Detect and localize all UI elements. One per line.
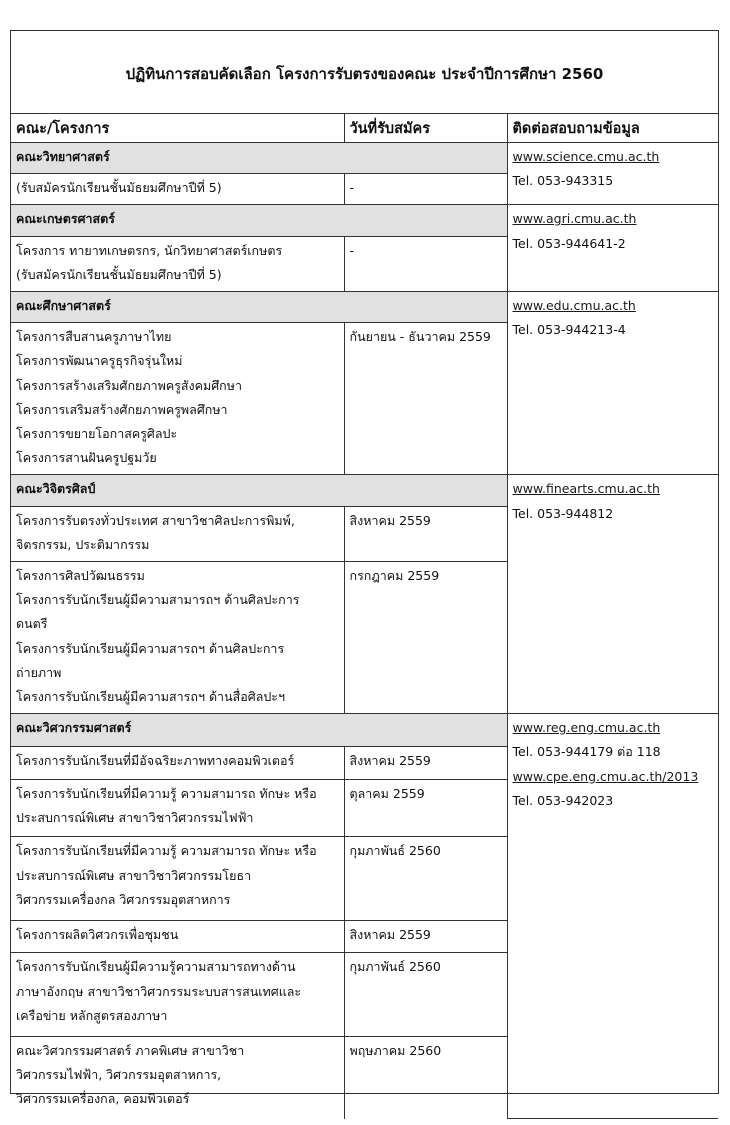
faculty-name: คณะวิทยาศาสตร์ [11,143,507,174]
finearts-website-link[interactable]: www.finearts.cmu.ac.th [512,481,660,497]
header-contact: ติดต่อสอบถามข้อมูล [507,114,718,143]
header-date: วันที่รับสมัคร [344,114,507,143]
project-date: - [344,236,507,291]
project-line: ประสบการณ์พิเศษ สาขาวิชาวิศวกรรมโยธา [16,867,252,883]
project-name [11,837,344,920]
admission-calendar [10,30,719,1106]
project-date: สิงหาคม 2559 [344,920,507,953]
science-tel: Tel. 053-943315 [512,173,614,189]
project-name: (รับสมัครนักเรียนชั้นมัธยมศึกษาปีที่ 5) [11,174,344,205]
contact-cell [507,205,718,292]
faculty-name: คณะเกษตรศาสตร์ [11,205,507,236]
project-line: โครงการสานฝันครูปฐมวัย [16,450,157,466]
science-website-link[interactable]: www.science.cmu.ac.th [512,149,660,164]
project-line: (รับสมัครนักเรียนชั้นมัธยมศึกษาปีที่ 5) [16,266,222,282]
project-line: ถ่ายภาพ [16,664,62,680]
project-line: โครงการสร้างเสริมศักยภาพครูสังคมศึกษา [16,377,243,393]
project-date: สิงหาคม 2559 [344,746,507,779]
project-line: โครงการรับนักเรียนที่มีความรู้ ความสามารถ ทักษะ หรือ [16,843,317,859]
faculty-name: คณะวิจิตรศิลป์ [11,475,507,506]
faculty-row-edu [11,292,718,323]
eng-cpe-tel: Tel. 053-942023 [512,792,614,808]
project-name: โครงการรับนักเรียนที่มีอัจฉริยะภาพทางคอมพิวเตอร์ [11,746,344,779]
project-name [11,236,344,291]
project-line: เครือข่าย หลักสูตรสองภาษา [16,1007,168,1023]
project-line: โครงการขยายโอกาสครูศิลปะ [16,426,178,442]
contact-cell [507,475,718,714]
project-name [11,323,344,475]
project-line: วิศวกรรมเครื่องกล วิศวกรรมอุตสาหการ [16,891,231,907]
project-line: โครงการรับนักเรียนผู้มีความรู้ความสามารถทางด้าน [16,959,296,975]
project-date: กรกฎาคม 2559 [344,562,507,714]
project-line: จิตรกรรม, ประติมากรรม [16,536,150,552]
faculty-row-science [11,143,718,174]
project-line: วิศวกรรมไฟฟ้า, วิศวกรรมอุตสาหการ, [16,1066,222,1082]
project-date: - [344,174,507,205]
project-line: โครงการรับนักเรียนผู้มีความสารถฯ ด้านสื่อศิลปะฯ [16,689,286,705]
project-line: โครงการรับนักเรียนที่มีความรู้ ความสามารถ ทักษะ หรือ [16,785,317,801]
contact-cell [507,143,718,205]
faculty-name: คณะวิศวกรรมศาสตร์ [11,714,507,747]
finearts-tel: Tel. 053-944812 [512,505,614,521]
project-line: วิศวกรรมเครื่องกล, คอมพิวเตอร์ [16,1090,190,1106]
eng-reg-tel: Tel. 053-944179 ต่อ 118 [512,744,661,760]
project-date: สิงหาคม 2559 [344,506,507,561]
faculty-row-finearts [11,475,718,506]
project-line: ดนตรี [16,616,48,632]
project-date: กุมภาพันธ์ 2560 [344,837,507,920]
project-date: กันยายน - ธันวาคม 2559 [344,323,507,475]
project-date: ตุลาคม 2559 [344,779,507,837]
faculty-name: คณะศึกษาศาสตร์ [11,292,507,323]
agri-website-link[interactable]: www.agri.cmu.ac.th [512,211,637,227]
contact-cell [507,292,718,475]
project-line: คณะวิศวกรรมศาสตร์ ภาคพิเศษ สาขาวิชา [16,1042,245,1058]
project-name: โครงการผลิตวิศวกรเพื่อชุมชน [11,920,344,953]
header-faculty: คณะ/โครงการ [11,114,344,143]
faculty-row-eng [11,714,718,747]
faculty-row-agri [11,205,718,236]
eng-reg-website-link[interactable]: www.reg.eng.cmu.ac.th [512,720,661,736]
project-line: โครงการรับตรงทั่วประเทศ สาขาวิชาศิลปะการพิมพ์, [16,512,295,528]
project-line: ภาษาอังกฤษ สาขาวิชาวิศวกรรมระบบสารสนเทศและ [16,983,302,999]
project-line: โครงการสืบสานครูภาษาไทย [16,329,172,345]
project-line: โครงการรับนักเรียนผู้มีความสามารถฯ ด้านศิลปะการ [16,592,300,608]
project-line: โครงการรับนักเรียนผู้มีความสารถฯ ด้านศิลปะการ [16,640,285,656]
page-title: ปฏิทินการสอบคัดเลือก โครงการรับตรงของคณะ ประจำปีการศึกษา 2560 [11,31,718,114]
project-line: โครงการเสริมสร้างศักยภาพครูพลศึกษา [16,401,228,417]
project-name [11,1036,344,1119]
contact-cell [507,714,718,1119]
edu-website-link[interactable]: www.edu.cmu.ac.th [512,298,636,314]
eng-cpe-website-link[interactable]: www.cpe.eng.cmu.ac.th/2013 [512,768,699,784]
project-name [11,953,344,1036]
table-header-row [11,114,718,143]
project-date: พฤษภาคม 2560 [344,1036,507,1119]
project-line: โครงการศิลปวัฒนธรรม [16,568,145,584]
project-name [11,506,344,561]
project-name [11,562,344,714]
admission-table [11,114,718,1119]
project-line: โครงการพัฒนาครูธุรกิจรุ่นใหม่ [16,353,183,369]
edu-tel: Tel. 053-944213-4 [512,322,626,338]
project-name [11,779,344,837]
agri-tel: Tel. 053-944641-2 [512,235,626,251]
project-date: กุมภาพันธ์ 2560 [344,953,507,1036]
project-line: ประสบการณ์พิเศษ สาขาวิชาวิศวกรรมไฟฟ้า [16,809,254,825]
project-line: โครงการ ทายาทเกษตรกร, นักวิทยาศาสตร์เกษตร [16,242,283,258]
